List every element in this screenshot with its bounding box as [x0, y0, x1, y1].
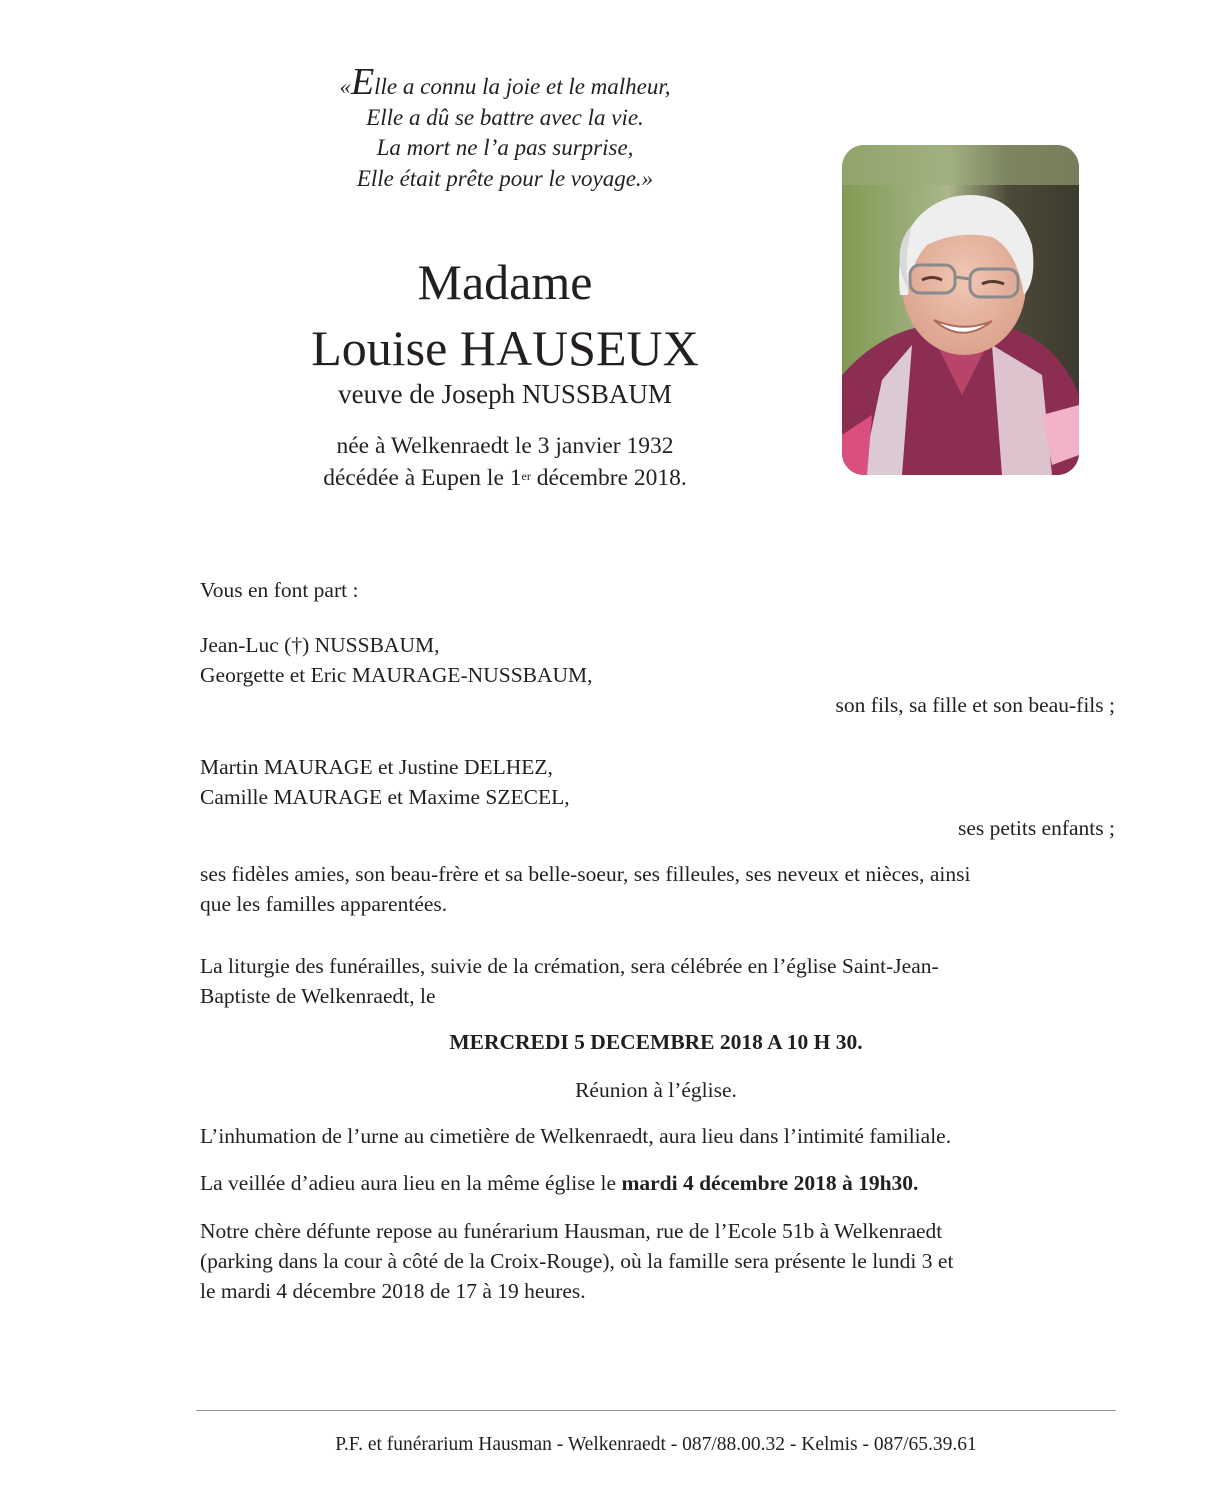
widow-of: veuve de Joseph NUSSBAUM	[338, 379, 672, 409]
meeting-note: Réunion à l’église.	[575, 1078, 737, 1102]
grandchild-name: Camille MAURAGE et Maxime SZECEL,	[200, 785, 570, 809]
birth-death-dates	[220, 430, 790, 494]
vigil-note: La veillée d’adieu aura lieu en la même église le mardi 4 décembre 2018 à 19h30.	[200, 1171, 919, 1195]
announcement-intro: Vous en font part :	[200, 578, 359, 602]
funeral-date: MERCREDI 5 DECEMBRE 2018 A 10 H 30.	[449, 1030, 863, 1054]
portrait-illustration	[842, 145, 1079, 475]
child-name: Georgette et Eric MAURAGE-NUSSBAUM,	[200, 663, 593, 687]
children-relation: son fils, sa fille et son beau-fils ;	[835, 693, 1115, 717]
repose-note: Notre chère défunte repose au funérarium Hausman, rue de l’Ecole 51b à Welkenraedt (parking dans la cour à côté de la Croix-Rouge), où la famille sera présente le lundi 3 et le mardi 4 décembre 2018 de 17 à 19 heures.	[200, 1219, 954, 1303]
salutation: Madame	[417, 254, 593, 310]
other-relatives: ses fidèles amies, son beau-frère et sa belle-soeur, ses filleules, ses neveux et nièces, ainsi que les familles apparentées.	[200, 862, 971, 916]
liturgy-text: La liturgie des funérailles, suivie de la crémation, sera célébrée en l’église Saint-Jean- Baptiste de Welkenraedt, le	[200, 954, 939, 1008]
quote-line-2: Elle a dû se battre avec la vie.	[366, 104, 644, 130]
child-name: Jean-Luc (†) NUSSBAUM,	[200, 633, 440, 657]
birth-line: née à Welkenraedt le 3 janvier 1932	[336, 433, 674, 459]
burial-note: L’inhumation de l’urne au cimetière de Welkenraedt, aura lieu dans l’intimité familiale.	[200, 1124, 952, 1148]
footer-contact: P.F. et funérarium Hausman - Welkenraedt - 087/88.00.32 - Kelmis - 087/65.39.61	[335, 1434, 977, 1455]
deceased-name: Louise HAUSEUX	[311, 320, 699, 376]
poem-quote	[220, 61, 790, 194]
grandchildren-names	[200, 752, 1115, 812]
portrait-photo	[842, 145, 1079, 475]
death-line: décédée à Eupen le 1er décembre 2018.	[323, 465, 687, 491]
children-names	[200, 630, 1115, 690]
grandchild-name: Martin MAURAGE et Justine DELHEZ,	[200, 755, 553, 779]
grandchildren-relation: ses petits enfants ;	[957, 816, 1115, 840]
vigil-date: mardi 4 décembre 2018 à 19h30.	[621, 1171, 919, 1195]
quote-initial: E	[350, 61, 375, 103]
quote-line-4: Elle était prête pour le voyage.»	[356, 165, 654, 191]
quote-line-1: «Elle a connu la joie et le malheur,	[339, 61, 671, 103]
quote-line-3: La mort ne l’a pas surprise,	[376, 135, 634, 160]
footer-divider	[196, 1410, 1116, 1411]
